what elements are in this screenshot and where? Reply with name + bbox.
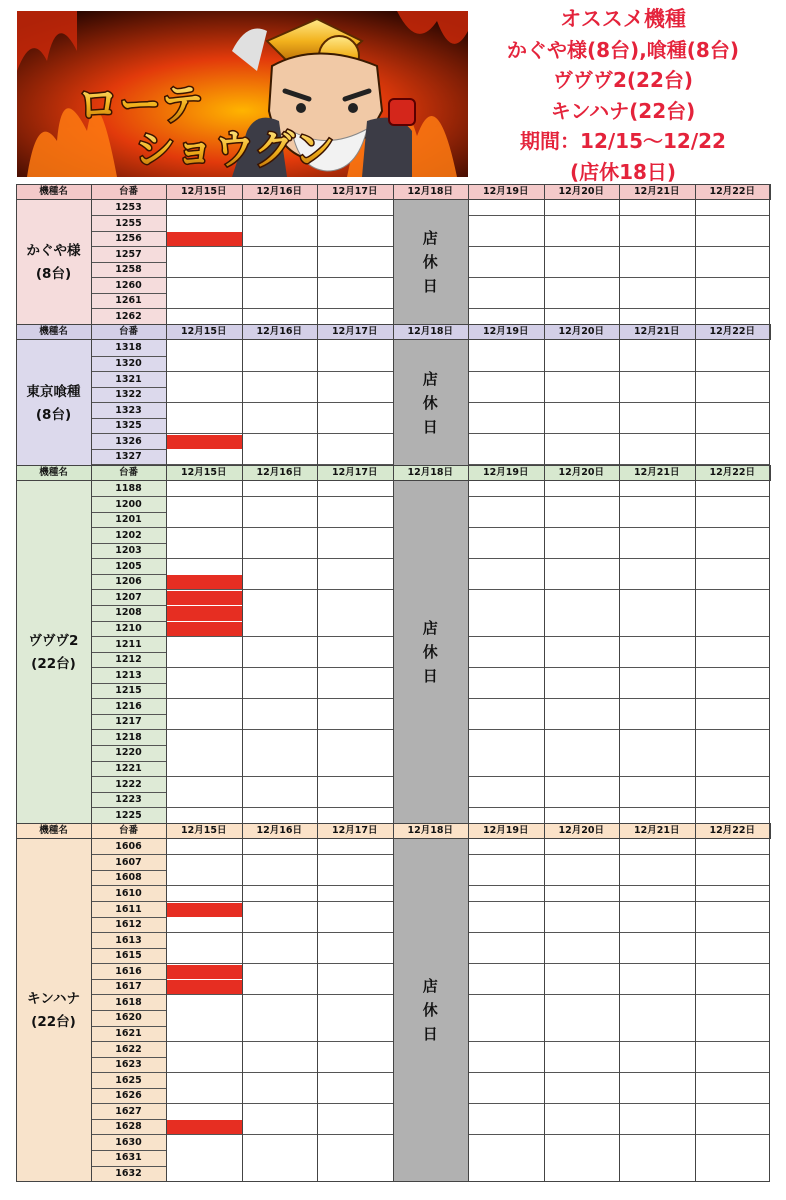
machine-number: 1205 bbox=[115, 560, 142, 572]
grid-line bbox=[619, 200, 620, 324]
grid-line bbox=[317, 481, 318, 823]
marked-cell bbox=[167, 606, 242, 621]
grid-line bbox=[91, 465, 92, 481]
grid-line bbox=[393, 340, 394, 464]
machine-number: 1631 bbox=[115, 1152, 142, 1164]
grid-line bbox=[317, 184, 318, 200]
grid-line bbox=[544, 839, 545, 1181]
machine-number: 1617 bbox=[115, 981, 142, 993]
machine-number: 1210 bbox=[115, 623, 142, 634]
machine-number: 1626 bbox=[115, 1090, 142, 1102]
date-header: 12月15日 bbox=[181, 186, 227, 197]
closed-day-label: 日 bbox=[422, 667, 438, 686]
marked-cell bbox=[167, 575, 242, 590]
grid-line bbox=[619, 823, 620, 839]
grid-line bbox=[544, 823, 545, 839]
grid-line bbox=[468, 200, 469, 324]
machine-number: 1256 bbox=[115, 233, 142, 245]
col-machine-header: 機種名 bbox=[39, 825, 68, 837]
date-header: 12月20日 bbox=[558, 825, 604, 837]
grid-line bbox=[468, 340, 469, 464]
promo-line-closed-day: (店休18日) bbox=[569, 159, 677, 184]
group-name: ヴヴヴ2 bbox=[28, 633, 79, 650]
machine-number: 1212 bbox=[115, 654, 142, 666]
schedule-table bbox=[16, 184, 770, 1187]
machine-number: 1623 bbox=[115, 1059, 142, 1071]
grid-line bbox=[91, 340, 92, 464]
machine-number: 1618 bbox=[115, 996, 142, 1008]
grid-line bbox=[393, 481, 394, 823]
grid-line bbox=[16, 823, 17, 839]
promo-line-vvv2: ヴヴヴ2(22台) bbox=[552, 68, 694, 92]
grid-line bbox=[619, 839, 620, 1181]
grid-line bbox=[695, 184, 696, 200]
grid-line bbox=[91, 324, 92, 340]
col-number-header: 台番 bbox=[118, 326, 138, 338]
machine-number: 1223 bbox=[115, 794, 142, 806]
grid-line bbox=[16, 200, 17, 324]
marked-cell bbox=[167, 591, 242, 606]
grid-line bbox=[769, 839, 770, 1181]
grid-line bbox=[544, 200, 545, 324]
grid-line bbox=[769, 184, 770, 200]
machine-number: 1258 bbox=[115, 264, 142, 276]
grid-line bbox=[393, 839, 394, 1181]
date-header: 12月21日 bbox=[634, 466, 680, 478]
machine-number: 1607 bbox=[115, 856, 142, 868]
grid-line bbox=[695, 839, 696, 1181]
machine-number: 1608 bbox=[115, 872, 142, 884]
machine-number: 1201 bbox=[115, 514, 142, 526]
grid-line bbox=[544, 184, 545, 200]
grid-line bbox=[468, 184, 469, 200]
grid-line bbox=[393, 184, 394, 200]
marked-cell bbox=[167, 965, 242, 980]
grid-line bbox=[393, 823, 394, 839]
col-machine-header: 機種名 bbox=[39, 466, 68, 478]
grid-line bbox=[770, 823, 771, 839]
machine-number: 1225 bbox=[115, 809, 142, 821]
machine-number: 1261 bbox=[115, 295, 142, 307]
machine-number: 1318 bbox=[115, 342, 142, 354]
banner-art bbox=[17, 11, 468, 177]
closed-day-label: 店 bbox=[422, 229, 438, 248]
machine-number: 1615 bbox=[115, 950, 142, 962]
machine-number: 1325 bbox=[115, 420, 142, 432]
grid-line bbox=[468, 324, 469, 340]
date-header: 12月19日 bbox=[483, 825, 529, 837]
date-header: 12月22日 bbox=[709, 825, 755, 837]
grid-line bbox=[317, 465, 318, 481]
machine-number: 1213 bbox=[115, 669, 142, 681]
grid-line bbox=[468, 839, 469, 1181]
grid-line bbox=[770, 324, 771, 340]
machine-number: 1203 bbox=[115, 545, 142, 557]
machine-number: 1206 bbox=[115, 576, 142, 588]
machine-number: 1621 bbox=[115, 1028, 142, 1039]
machine-number: 1616 bbox=[115, 965, 142, 977]
machine-number: 1625 bbox=[115, 1074, 142, 1086]
grid-line bbox=[91, 481, 92, 823]
grid-line bbox=[619, 340, 620, 464]
grid-line bbox=[468, 465, 469, 481]
machine-number: 1216 bbox=[115, 700, 142, 712]
closed-day-label: 店 bbox=[422, 369, 438, 388]
grid-line bbox=[769, 465, 770, 481]
promo-text-block bbox=[470, 4, 776, 184]
date-header: 12月15日 bbox=[181, 825, 227, 837]
grid-line bbox=[769, 823, 770, 839]
group-name: 東京喰種 bbox=[26, 383, 81, 400]
grid-line bbox=[544, 324, 545, 340]
grid-line bbox=[242, 465, 243, 481]
date-header: 12月17日 bbox=[332, 186, 378, 197]
machine-number: 1321 bbox=[115, 373, 142, 385]
grid-line bbox=[770, 184, 771, 200]
grid-line bbox=[242, 200, 243, 324]
machine-number: 1320 bbox=[115, 358, 142, 370]
date-header: 12月17日 bbox=[332, 326, 378, 338]
marked-cell bbox=[167, 622, 242, 637]
grid-line bbox=[544, 465, 545, 481]
machine-number: 1613 bbox=[115, 934, 142, 946]
grid-line bbox=[695, 481, 696, 823]
grid-line bbox=[16, 1181, 770, 1182]
machine-number: 1253 bbox=[115, 202, 142, 213]
grid-line bbox=[16, 184, 17, 200]
grid-line bbox=[695, 465, 696, 481]
date-header: 12月18日 bbox=[407, 825, 453, 837]
grid-line bbox=[242, 184, 243, 200]
date-header: 12月19日 bbox=[483, 466, 529, 478]
rotation-shogun-banner bbox=[17, 11, 468, 177]
grid-line bbox=[544, 481, 545, 823]
date-header: 12月16日 bbox=[256, 466, 302, 478]
grid-line bbox=[695, 823, 696, 839]
date-header: 12月17日 bbox=[332, 825, 378, 837]
col-number-header: 台番 bbox=[118, 825, 138, 837]
grid-line bbox=[166, 184, 167, 200]
closed-day-label: 店 bbox=[422, 977, 438, 996]
date-header: 12月17日 bbox=[332, 466, 378, 478]
grid-line bbox=[769, 200, 770, 324]
machine-number: 1611 bbox=[115, 903, 142, 915]
date-header: 12月18日 bbox=[407, 186, 453, 197]
machine-number: 1630 bbox=[115, 1136, 142, 1148]
marked-cell bbox=[167, 1120, 242, 1135]
machine-number: 1217 bbox=[115, 716, 142, 728]
grid-line bbox=[468, 481, 469, 823]
date-header: 12月22日 bbox=[709, 326, 755, 338]
machine-number: 1606 bbox=[115, 841, 142, 853]
grid-line bbox=[695, 340, 696, 464]
grid-line bbox=[242, 481, 243, 823]
machine-number: 1327 bbox=[115, 451, 142, 463]
date-header: 12月20日 bbox=[558, 466, 604, 478]
grid-line bbox=[166, 324, 167, 340]
banner-text-2: ショウグン bbox=[135, 127, 335, 173]
grid-line bbox=[317, 839, 318, 1181]
machine-number: 1218 bbox=[115, 731, 142, 743]
grid-line bbox=[16, 340, 17, 464]
grid-line bbox=[317, 823, 318, 839]
grid-line bbox=[619, 481, 620, 823]
machine-number: 1627 bbox=[115, 1105, 142, 1117]
grid-line bbox=[695, 200, 696, 324]
date-header: 12月18日 bbox=[407, 326, 453, 338]
grid-line bbox=[317, 200, 318, 324]
col-machine-header: 機種名 bbox=[39, 186, 68, 197]
grid-line bbox=[242, 340, 243, 464]
grid-line bbox=[16, 839, 17, 1181]
grid-line bbox=[242, 324, 243, 340]
grid-line bbox=[619, 465, 620, 481]
machine-number: 1188 bbox=[115, 482, 142, 494]
grid-line bbox=[166, 465, 167, 481]
machine-number: 1620 bbox=[115, 1012, 142, 1024]
machine-number: 1211 bbox=[115, 638, 142, 650]
date-header: 12月16日 bbox=[256, 326, 302, 338]
grid-line bbox=[91, 200, 92, 324]
closed-day-label: 店 bbox=[422, 619, 438, 638]
machine-number: 1326 bbox=[115, 435, 142, 447]
machine-number: 1262 bbox=[115, 310, 142, 322]
group-name: キンハナ bbox=[27, 991, 80, 1008]
machine-number: 1322 bbox=[115, 389, 142, 401]
date-header: 12月20日 bbox=[558, 326, 604, 338]
machine-number: 1208 bbox=[115, 607, 142, 619]
grid-line bbox=[166, 340, 167, 464]
machine-number: 1222 bbox=[115, 778, 142, 790]
grid-line bbox=[91, 823, 92, 839]
closed-day-label: 休 bbox=[422, 393, 438, 412]
grid-line bbox=[91, 839, 92, 1181]
date-header: 12月16日 bbox=[256, 825, 302, 837]
grid-line bbox=[695, 324, 696, 340]
machine-number: 1215 bbox=[115, 685, 142, 697]
col-number-header: 台番 bbox=[118, 466, 138, 478]
promo-line-period: 期間：12/15〜12/22 bbox=[520, 129, 726, 153]
closed-day-label: 休 bbox=[422, 1001, 438, 1020]
date-header: 12月21日 bbox=[634, 326, 680, 338]
closed-day-label: 休 bbox=[422, 253, 438, 272]
machine-number: 1632 bbox=[115, 1168, 142, 1180]
date-header: 12月15日 bbox=[181, 326, 227, 338]
promo-line-kaguya-tokyoghoul: かぐや様(8台),喰種(8台) bbox=[507, 37, 739, 62]
date-header: 12月22日 bbox=[709, 186, 755, 197]
grid-line bbox=[769, 324, 770, 340]
group-count: (22台) bbox=[31, 656, 76, 673]
date-header: 12月22日 bbox=[709, 466, 755, 478]
closed-day-label: 休 bbox=[422, 643, 438, 662]
grid-line bbox=[242, 823, 243, 839]
promo-line-title: オススメ機種 bbox=[560, 7, 686, 31]
grid-line bbox=[769, 481, 770, 823]
machine-number: 1221 bbox=[115, 763, 142, 775]
grid-line bbox=[16, 465, 17, 481]
date-header: 12月18日 bbox=[407, 466, 453, 478]
machine-number: 1628 bbox=[115, 1121, 142, 1133]
grid-line bbox=[619, 184, 620, 200]
date-header: 12月21日 bbox=[634, 825, 680, 837]
grid-line bbox=[393, 465, 394, 481]
marked-cell bbox=[167, 232, 242, 247]
marked-cell bbox=[167, 903, 242, 918]
marked-cell bbox=[167, 435, 242, 450]
date-header: 12月15日 bbox=[181, 466, 227, 478]
grid-line bbox=[468, 823, 469, 839]
machine-number: 1255 bbox=[115, 217, 142, 229]
machine-number: 1610 bbox=[115, 887, 142, 899]
promo-line-kinhana: キンハナ(22台) bbox=[550, 98, 696, 123]
date-header: 12月20日 bbox=[558, 186, 604, 197]
date-header: 12月19日 bbox=[483, 326, 529, 338]
machine-number: 1202 bbox=[115, 529, 142, 541]
grid-line bbox=[393, 324, 394, 340]
grid-line bbox=[166, 200, 167, 324]
col-number-header: 台番 bbox=[118, 186, 138, 197]
machine-number: 1200 bbox=[115, 498, 142, 510]
marked-cell bbox=[167, 980, 242, 995]
grid-line bbox=[770, 465, 771, 481]
banner-text-1: ローテ bbox=[77, 80, 204, 129]
grid-line bbox=[317, 340, 318, 464]
machine-number: 1260 bbox=[115, 279, 142, 291]
closed-day-label: 日 bbox=[422, 417, 438, 436]
date-header: 12月21日 bbox=[634, 186, 680, 197]
grid-line bbox=[242, 839, 243, 1181]
col-machine-header: 機種名 bbox=[39, 326, 68, 338]
group-count: (8台) bbox=[35, 406, 72, 423]
machine-number: 1612 bbox=[115, 919, 142, 931]
grid-line bbox=[16, 324, 17, 340]
grid-line bbox=[317, 324, 318, 340]
machine-number: 1257 bbox=[115, 248, 142, 260]
grid-line bbox=[91, 184, 92, 200]
grid-line bbox=[544, 340, 545, 464]
machine-number: 1220 bbox=[115, 747, 142, 759]
machine-number: 1323 bbox=[115, 404, 142, 416]
group-count: (8台) bbox=[35, 266, 72, 283]
group-name: かぐや様 bbox=[26, 243, 81, 260]
machine-number: 1207 bbox=[115, 591, 142, 603]
grid-line bbox=[393, 200, 394, 324]
date-header: 12月16日 bbox=[256, 186, 302, 197]
grid-line bbox=[166, 839, 167, 1181]
machine-number: 1622 bbox=[115, 1043, 142, 1055]
grid-line bbox=[166, 481, 167, 823]
group-count: (22台) bbox=[31, 1014, 76, 1031]
grid-line bbox=[166, 823, 167, 839]
grid-line bbox=[16, 481, 17, 823]
grid-line bbox=[619, 324, 620, 340]
grid-line bbox=[769, 340, 770, 464]
closed-day-label: 日 bbox=[422, 277, 438, 296]
closed-day-label: 日 bbox=[422, 1025, 438, 1044]
date-header: 12月19日 bbox=[483, 186, 529, 197]
